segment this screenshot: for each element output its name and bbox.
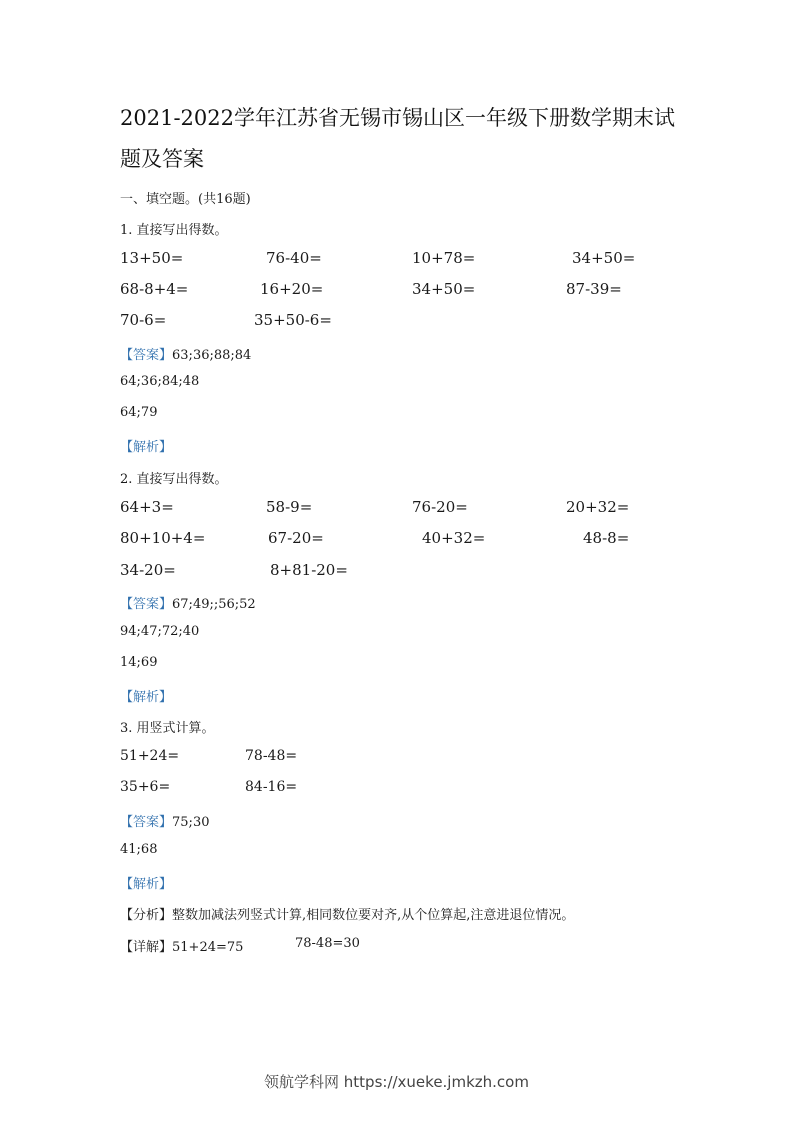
q1-expr: 34+50= bbox=[412, 280, 476, 298]
q1-answer bbox=[120, 344, 251, 363]
q2-answer-line-2: 94;47;72;40 bbox=[120, 624, 200, 639]
answer-tag: 【答案】 bbox=[120, 815, 173, 830]
q2-expr: 48-8= bbox=[583, 529, 630, 547]
q2-expr: 80+10+4= bbox=[120, 529, 206, 547]
fenxi-text: 整数加减法列竖式计算,相同数位要对齐,从个位算起,注意进退位情况。 bbox=[172, 908, 575, 923]
q2-analysis-tag: 【解析】 bbox=[120, 690, 173, 705]
q3-expr: 51+24= bbox=[120, 748, 180, 764]
q2-expr: 76-20= bbox=[412, 498, 468, 516]
question-1-label: 1. 直接写出得数。 bbox=[120, 223, 228, 238]
q1-expr: 76-40= bbox=[266, 249, 322, 267]
fenxi-tag: 【分析】 bbox=[120, 908, 173, 923]
q3-expr: 35+6= bbox=[120, 779, 171, 795]
question-3-label: 3. 用竖式计算。 bbox=[120, 721, 215, 736]
q3-answer bbox=[120, 811, 209, 830]
page-title-line-1: 2021-2022学年江苏省无锡市锡山区一年级下册数学期末试 bbox=[120, 106, 675, 130]
q2-expr: 34-20= bbox=[120, 561, 176, 579]
q3-answer-line-2: 41;68 bbox=[120, 842, 158, 857]
q2-expr: 40+32= bbox=[422, 529, 486, 547]
q2-expr: 58-9= bbox=[266, 498, 313, 516]
q2-expr: 20+32= bbox=[566, 498, 630, 516]
q3-expr: 84-16= bbox=[245, 779, 298, 795]
q3-expr: 78-48= bbox=[245, 748, 298, 764]
answer-tag: 【答案】 bbox=[120, 348, 173, 363]
q2-expr: 67-20= bbox=[268, 529, 324, 547]
section-header: 一、填空题。(共16题) bbox=[120, 192, 251, 207]
q1-expr: 35+50-6= bbox=[254, 311, 332, 329]
q1-expr: 16+20= bbox=[260, 280, 324, 298]
answer-text: 75;30 bbox=[172, 815, 210, 830]
q3-xiangjie bbox=[120, 936, 243, 955]
xiangjie-expr-2: 78-48=30 bbox=[295, 936, 360, 951]
q1-expr: 34+50= bbox=[572, 249, 636, 267]
q2-answer bbox=[120, 593, 256, 612]
footer-watermark: 领航学科网 https://xueke.jmkzh.com bbox=[264, 1073, 529, 1091]
q2-expr: 64+3= bbox=[120, 498, 174, 516]
answer-text: 67;49;;56;52 bbox=[172, 597, 256, 612]
q1-answer-line-2: 64;36;84;48 bbox=[120, 374, 200, 389]
q1-expr: 70-6= bbox=[120, 311, 167, 329]
q2-expr: 8+81-20= bbox=[270, 561, 348, 579]
xiangjie-expr-1: 51+24=75 bbox=[172, 940, 244, 955]
question-2-label: 2. 直接写出得数。 bbox=[120, 472, 228, 487]
q1-analysis-tag: 【解析】 bbox=[120, 440, 173, 455]
page-title-line-2: 题及答案 bbox=[120, 147, 204, 171]
q1-expr: 13+50= bbox=[120, 249, 184, 267]
q3-analysis-tag: 【解析】 bbox=[120, 877, 173, 892]
q3-fenxi bbox=[120, 904, 574, 923]
q2-answer-line-3: 14;69 bbox=[120, 655, 158, 670]
answer-text: 63;36;88;84 bbox=[172, 348, 252, 363]
q1-expr: 10+78= bbox=[412, 249, 476, 267]
q1-expr: 87-39= bbox=[566, 280, 622, 298]
xiangjie-tag: 【详解】 bbox=[120, 940, 173, 955]
answer-tag: 【答案】 bbox=[120, 597, 173, 612]
q1-answer-line-3: 64;79 bbox=[120, 405, 158, 420]
q1-expr: 68-8+4= bbox=[120, 280, 189, 298]
